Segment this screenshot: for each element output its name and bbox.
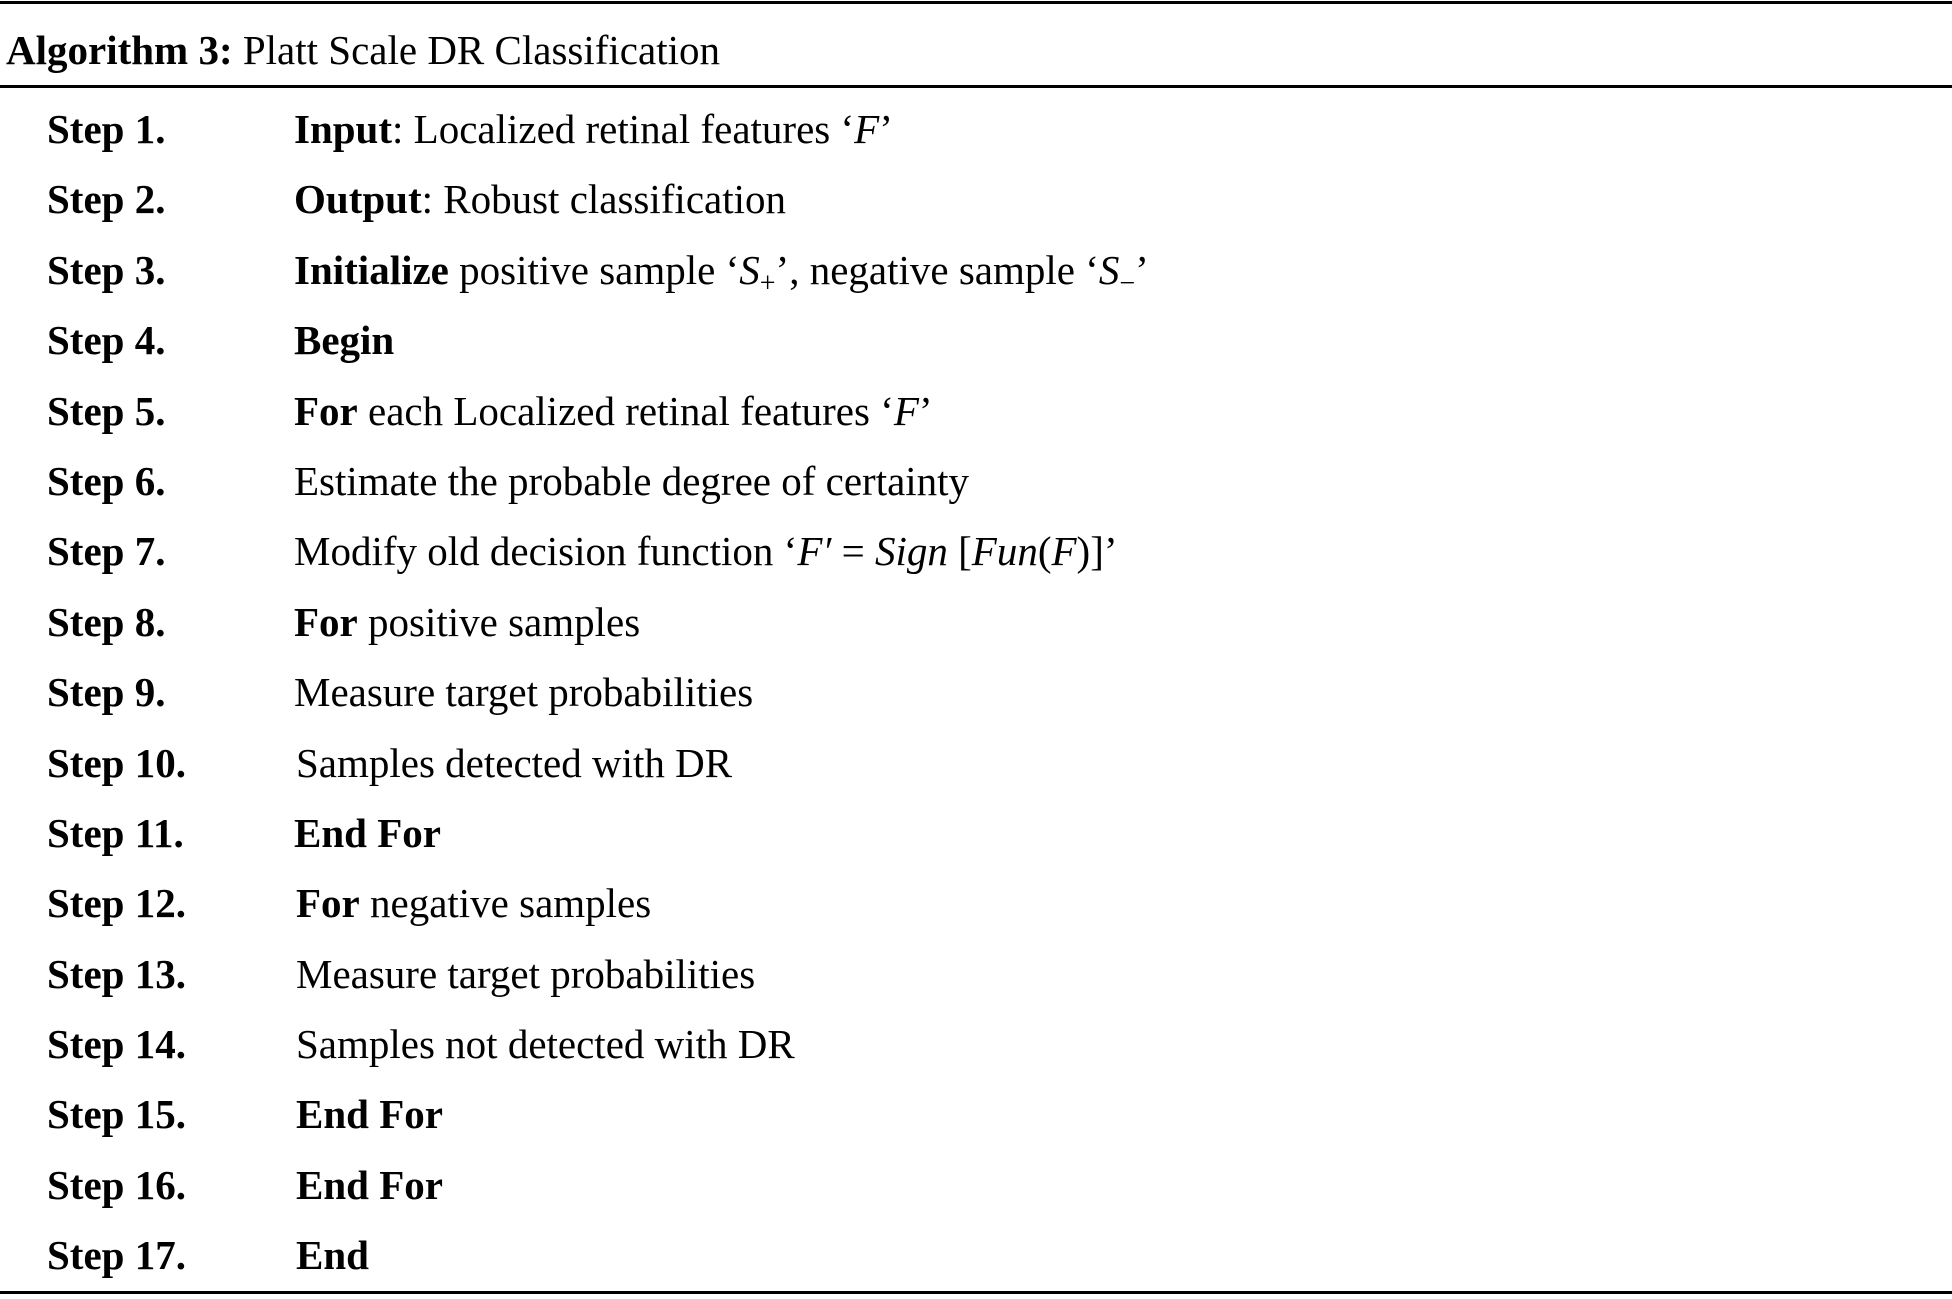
step-text: Samples not detected with DR xyxy=(296,1021,795,1068)
quote-close: ’ xyxy=(1135,246,1149,293)
algorithm-label: Algorithm 3: xyxy=(6,27,233,73)
step-text xyxy=(294,169,786,229)
formula-bracket-open: [ xyxy=(947,528,972,575)
step-number: Step 6. xyxy=(47,457,166,504)
step-text xyxy=(294,240,1149,306)
step-keyword: For xyxy=(296,880,360,927)
step-rest: each Localized retinal features xyxy=(357,387,881,434)
step-text: Estimate the probable degree of certainty xyxy=(294,457,970,504)
quote-close: ’ xyxy=(879,106,893,152)
header-rule xyxy=(0,85,1952,88)
step-text: Measure target probabilities xyxy=(294,669,754,716)
step-number: Step 8. xyxy=(47,598,166,645)
step-text xyxy=(294,521,1118,581)
step-row xyxy=(0,99,1952,169)
math-subscript: + xyxy=(759,267,776,299)
step-text xyxy=(294,99,893,159)
step-rest: Modify old decision function xyxy=(294,528,784,575)
step-keyword: For xyxy=(294,598,358,645)
step-text: Samples detected with DR xyxy=(296,739,733,786)
formula-arg: F xyxy=(1051,528,1077,575)
step-text xyxy=(294,803,441,863)
step-keyword: For xyxy=(294,387,358,434)
step-row xyxy=(0,662,1952,732)
step-rest: positive sample xyxy=(448,246,726,293)
step-row xyxy=(0,1014,1952,1084)
formula-fun: Fun xyxy=(971,528,1038,575)
top-rule xyxy=(0,1,1952,4)
step-rest: ’, negative sample ‘ xyxy=(775,246,1099,293)
quote-open: ‘ xyxy=(840,106,855,152)
step-row xyxy=(0,1084,1952,1154)
step-keyword: Begin xyxy=(294,317,395,364)
step-keyword: Output xyxy=(294,176,422,223)
step-number: Step 17. xyxy=(47,1232,186,1279)
step-text xyxy=(296,1225,369,1285)
step-text xyxy=(294,381,933,441)
quote-open: ‘ xyxy=(783,528,798,575)
step-number: Step 1. xyxy=(47,106,166,152)
step-number: Step 5. xyxy=(47,387,166,434)
step-keyword: Input xyxy=(294,106,393,152)
formula-paren-close: ) xyxy=(1076,528,1091,575)
step-keyword: End xyxy=(296,1232,369,1279)
step-keyword: End For xyxy=(296,1161,443,1208)
formula-paren-open: ( xyxy=(1037,528,1052,575)
step-keyword: Initialize xyxy=(294,246,449,293)
step-number: Step 9. xyxy=(47,669,166,716)
math-var: F xyxy=(854,106,880,152)
step-row xyxy=(0,240,1952,310)
bottom-rule xyxy=(0,1291,1952,1294)
step-list xyxy=(0,99,1952,1296)
formula-bracket-close: ] xyxy=(1090,528,1104,575)
quote-open: ‘ xyxy=(880,387,894,434)
step-keyword: End For xyxy=(294,809,441,856)
step-number: Step 4. xyxy=(47,317,166,364)
step-row xyxy=(0,310,1952,380)
step-number: Step 10. xyxy=(47,739,186,786)
step-row xyxy=(0,873,1952,943)
step-text xyxy=(296,1084,443,1144)
step-keyword: End For xyxy=(296,1091,443,1138)
step-text xyxy=(296,873,651,933)
formula-equals: = xyxy=(831,528,875,575)
step-rest: : Robust classification xyxy=(421,176,787,223)
step-text xyxy=(296,1155,443,1215)
step-row xyxy=(0,803,1952,873)
step-row xyxy=(0,381,1952,451)
step-number: Step 14. xyxy=(47,1021,186,1068)
step-row xyxy=(0,1225,1952,1295)
step-number: Step 11. xyxy=(47,809,184,856)
step-number: Step 16. xyxy=(47,1161,186,1208)
quote-close: ’ xyxy=(918,387,933,434)
math-var: S xyxy=(1098,246,1120,293)
formula-lhs: F′ xyxy=(797,528,832,575)
math-var: F xyxy=(893,387,919,434)
step-number: Step 2. xyxy=(47,176,166,223)
math-subscript: − xyxy=(1119,267,1136,299)
algorithm-name: Platt Scale DR Classification xyxy=(242,27,720,73)
step-row xyxy=(0,944,1952,1014)
step-number: Step 13. xyxy=(47,950,186,997)
algorithm-title xyxy=(6,22,720,78)
step-number: Step 3. xyxy=(47,246,166,293)
step-row xyxy=(0,733,1952,803)
step-row xyxy=(0,169,1952,239)
step-number: Step 15. xyxy=(47,1091,186,1138)
step-number: Step 7. xyxy=(47,528,166,575)
step-text xyxy=(294,592,640,652)
math-var: S xyxy=(739,246,760,293)
step-text: Measure target probabilities xyxy=(296,950,756,997)
formula-sign: Sign xyxy=(874,528,948,575)
step-row xyxy=(0,521,1952,591)
step-row xyxy=(0,451,1952,521)
step-row xyxy=(0,1155,1952,1225)
step-text xyxy=(294,310,394,370)
step-row xyxy=(0,592,1952,662)
quote-open: ‘ xyxy=(725,246,740,293)
quote-close: ’ xyxy=(1103,528,1118,575)
step-rest: : Localized retinal features xyxy=(392,106,841,152)
step-rest: negative samples xyxy=(359,880,652,927)
step-number: Step 12. xyxy=(47,880,186,927)
step-rest: positive samples xyxy=(357,598,641,645)
